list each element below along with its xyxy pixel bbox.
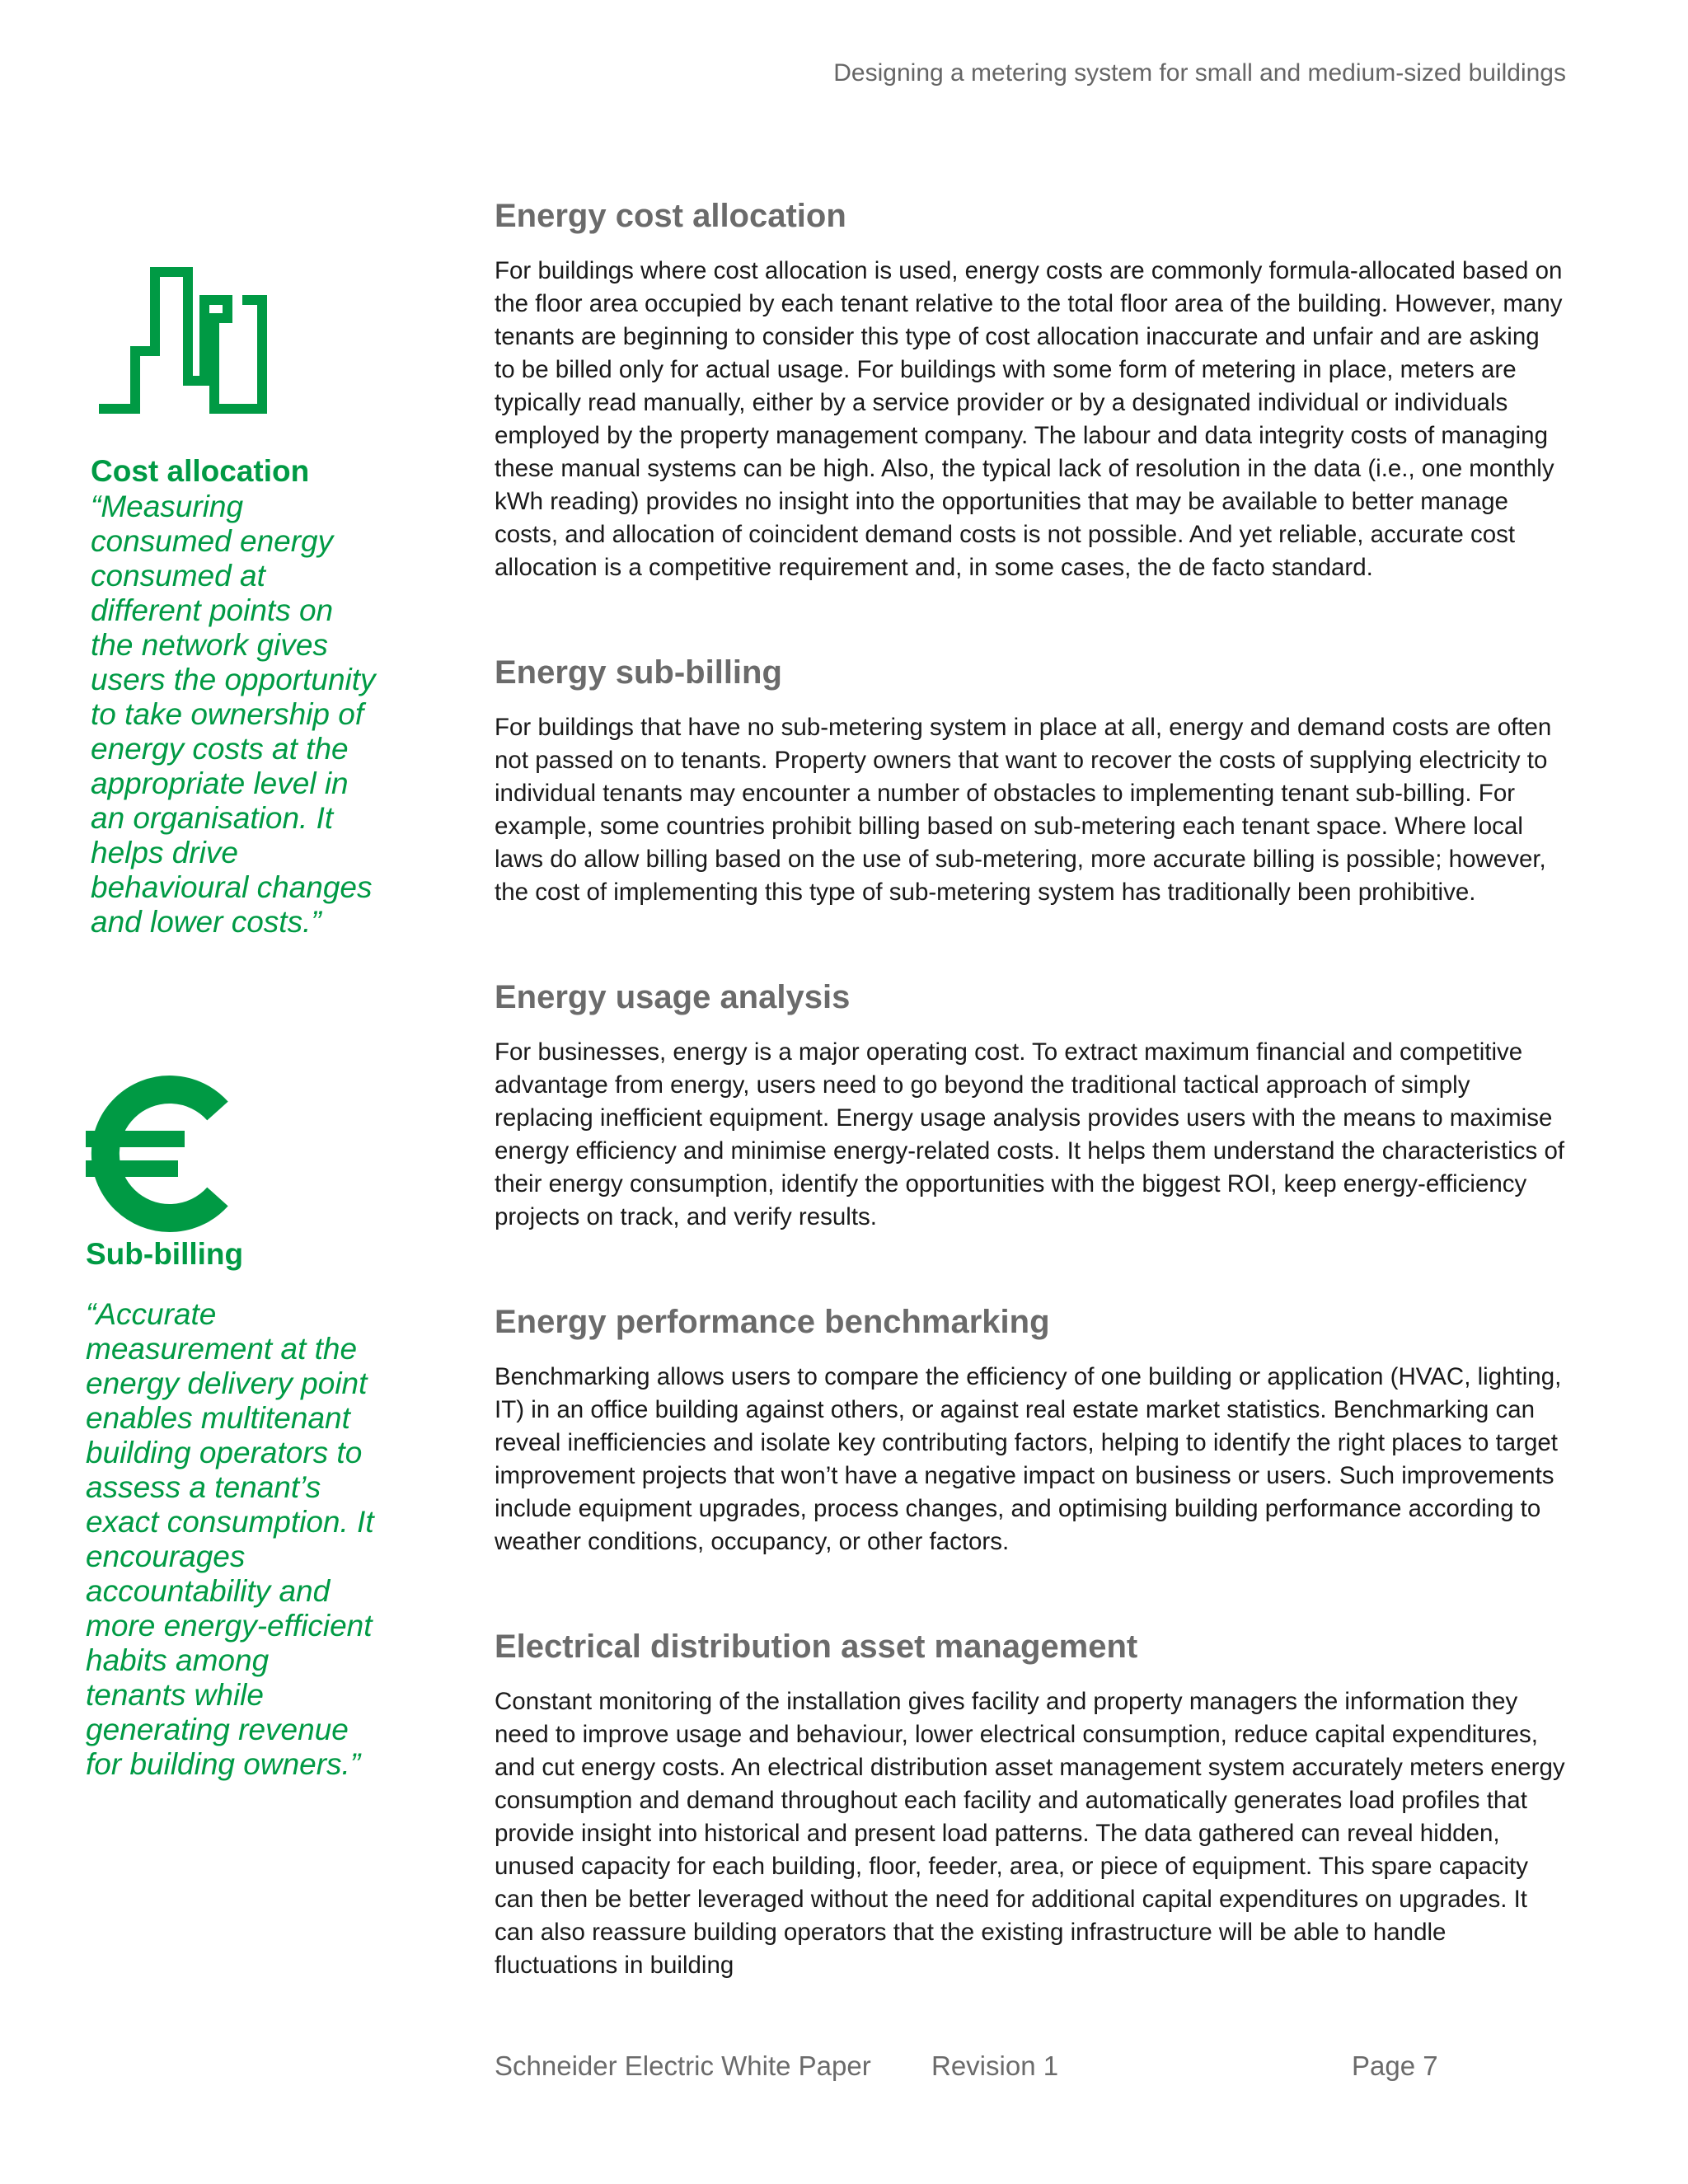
cost-allocation-heading: Cost allocation — [91, 454, 310, 488]
sub-billing-callout — [86, 1071, 374, 1782]
section-body: For buildings that have no sub-metering system in place at all, energy and demand costs are often not passed on to tenants. Property owners that want to recover the costs of supplying electricity to individual tenants may encounter a number of obstacles to implementing tenant sub-billing. For example, some countries prohibit billing based on sub-metering each tenant space. Where local laws do allow billing based on the use of sub-metering, more accurate billing is possible; however, the cost of implementing this type of sub-metering system has traditionally been prohibitive. — [495, 714, 1552, 906]
footer-page-number: Page 7 — [1352, 2050, 1438, 2081]
section-energy-performance-benchmarking — [495, 1300, 1566, 1558]
section-body: For buildings where cost allocation is used, energy costs are commonly formula-allocated based on the floor area occupied by each tenant relative to the total floor area of the building. However, many tenants are beginning to consider this type of cost allocation inaccurate and unfair and are asking to be billed only for actual usage. For buildings with some form of metering in place, meters are typically read manually, either by a service provider or by a designated individual or individuals employed by the property management company. The labour and data integrity costs of managing these manual systems can be high. Also, the typical lack of resolution in the data (i.e., one monthly kWh reading) provides no insight into the opportunities that may be available to better manage costs, and allocation of coincident demand costs is not possible. And yet reliable, accurate cost allocation is a competitive requirement and, in some cases, the de facto standard. — [495, 257, 1563, 581]
section-body: Constant monitoring of the installation gives facility and property managers the information they need to improve usage and behaviour, lower electrical consumption, reduce capital expenditures, and cut energy costs. An electrical distribution asset management system accurately meters energy consumption and demand throughout each facility and automatically generates load profiles that provide insight into historical and present load patterns. The data gathered can reveal hidden, unused capacity for each building, floor, feeder, area, or piece of equipment. This spare capacity can then be better leveraged without the need for additional capital expenditures on upgrades. It can also reassure building operators that the existing infrastructure will be able to handle fluctuations in building — [495, 1688, 1565, 1979]
section-title: Energy cost allocation — [495, 198, 846, 234]
sub-billing-quote: “Accurate measurement at the energy delivery point enables multitenant building operators to assess a tenant’s exact consumption. It encourages accountability and more energy-efficient habits among tenants while generating revenue for building owners.” — [86, 1297, 374, 1781]
section-title: Energy usage analysis — [495, 979, 851, 1015]
footer-publisher: Schneider Electric White Paper — [495, 2050, 871, 2081]
section-title: Energy sub-billing — [495, 654, 782, 691]
page-footer — [495, 2050, 1566, 2083]
section-energy-cost-allocation — [495, 194, 1566, 584]
section-body: Benchmarking allows users to compare the efficiency of one building or application (HVAC, lighting, IT) in an office building against others, or against real estate market statistics. Benchmarking can reveal inefficiencies and isolate key contributing factors, helping to identify the right places to target improvement projects that won’t have a negative impact on business or users. Such improvements include equipment upgrades, process changes, and optimising building performance according to weather conditions, occupancy, or other factors. — [495, 1363, 1562, 1555]
section-energy-usage-analysis — [495, 975, 1566, 1234]
cost-allocation-quote: “Measuring consumed energy consumed at different points on the network gives users the opportunity to take ownership of energy costs at the appropriate level in an organisation. It helps drive behavioural changes and lower costs.” — [91, 490, 376, 939]
euro-icon — [86, 1071, 234, 1236]
section-title: Energy performance benchmarking — [495, 1304, 1050, 1340]
running-header: Designing a metering system for small and medium-sized buildings — [833, 59, 1566, 87]
sub-billing-heading: Sub-billing — [86, 1237, 244, 1271]
section-title: Electrical distribution asset management — [495, 1629, 1138, 1665]
section-body: For businesses, energy is a major operating cost. To extract maximum financial and competitive advantage from energy, users need to go beyond the traditional tactical approach of simply replacing inefficient equipment. Energy usage analysis provides users with the means to maximise energy efficiency and minimise energy-related costs. It helps them understand the characteristics of their energy consumption, identify the opportunities with the biggest ROI, keep energy-efficiency projects on track, and verify results. — [495, 1038, 1565, 1230]
section-energy-sub-billing — [495, 650, 1566, 909]
cost-allocation-callout — [91, 255, 379, 940]
footer-revision: Revision 1 — [931, 2050, 1059, 2081]
main-content — [495, 194, 1566, 1982]
section-electrical-distribution-asset-management — [495, 1624, 1566, 1982]
building-skyline-icon — [91, 255, 272, 420]
